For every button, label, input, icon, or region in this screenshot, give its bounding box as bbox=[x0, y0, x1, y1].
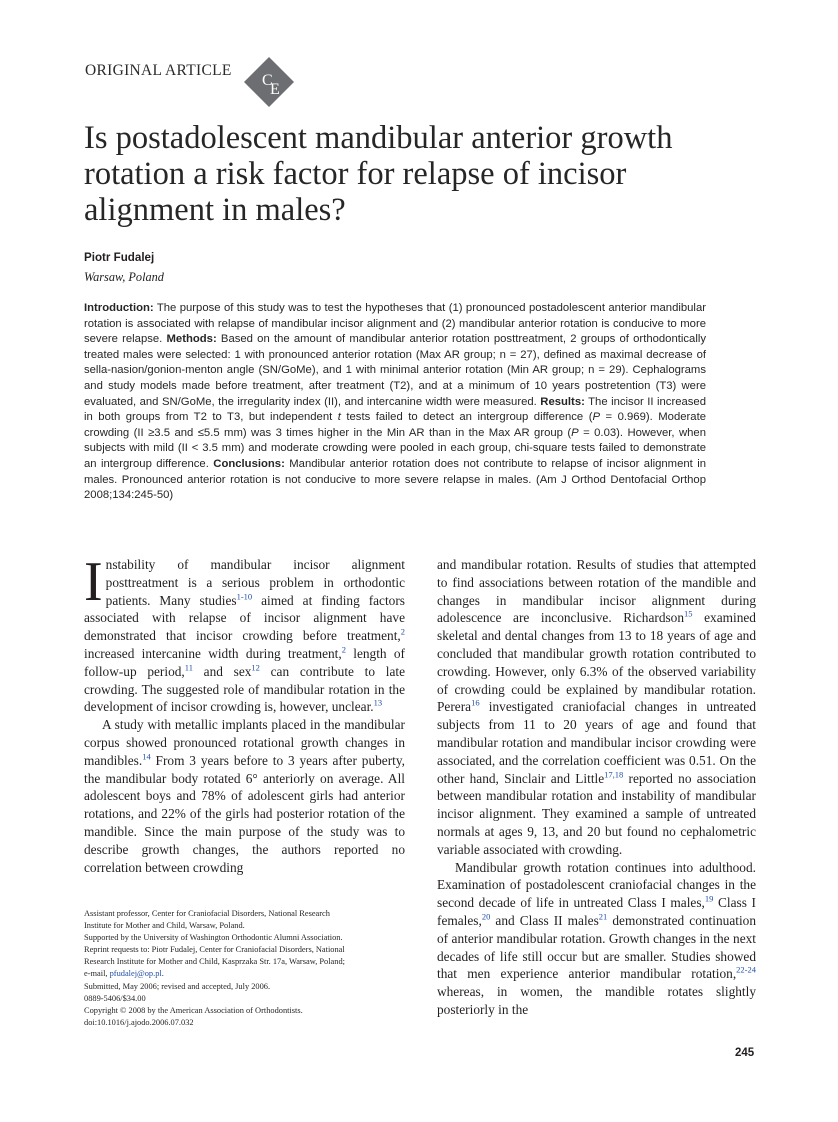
ce-logo-letter-c: C bbox=[262, 72, 273, 89]
ce-logo bbox=[243, 56, 295, 108]
paragraph: and mandibular rotation. Results of studies that attempted to find associations between rotation of the mandible and changes in mandibular incisor alignment during adolescence are inconclusive. Richardson$^{15}$ examined skeletal and dental changes from 13 to 18 years of age and concluded that mandibular growth rotation contributed to crowding. However, only 6.3% of the observed variability of crowding could be explained by mandibular rotation. Perera$^{16}$ investigated craniofacial changes in untreated subjects from 11 to 20 years of age and found that mandibular rotation and mandibular incisor crowding were associated, and the correlation coefficient was 0.51. On the other hand, Sinclair and Little$^{17,18}$ reported no association between mandibular rotation and instability of mandibular incisor alignment. They examined a sample of untreated normals at ages 9, 13, and 20 but found no cephalometric variable associated with crowding. bbox=[437, 557, 756, 857]
footnote bbox=[84, 908, 404, 1029]
citation-link[interactable]: 2 bbox=[400, 626, 405, 637]
footnote-line: e-mail, pfudalej@op.pl. bbox=[84, 969, 164, 979]
section-label: ORIGINAL ARTICLE bbox=[85, 62, 232, 79]
citation-link[interactable]: 15 bbox=[684, 608, 693, 619]
footnote-line: Supported by the University of Washington Orthodontic Alumni Association. bbox=[84, 933, 343, 943]
body-column-right bbox=[437, 556, 756, 1019]
citation-link[interactable]: 11 bbox=[184, 662, 193, 673]
abstract-heading-conclusions: Conclusions: bbox=[213, 457, 285, 470]
footnote-line: Institute for Mother and Child, Warsaw, Poland. bbox=[84, 921, 245, 931]
abstract-heading-methods: Methods: bbox=[166, 333, 217, 346]
page-number: 245 bbox=[735, 1047, 755, 1059]
body-column-left bbox=[84, 551, 405, 876]
abstract-heading-results: Results: bbox=[540, 395, 585, 408]
author-name: Piotr Fudalej bbox=[84, 251, 155, 264]
citation-link[interactable]: 17,18 bbox=[604, 769, 624, 780]
footnote-line: Research Institute for Mother and Child, Kasprzaka Str. 17a, Warsaw, Poland; bbox=[84, 957, 345, 967]
footnote-line: Assistant professor, Center for Craniofacial Disorders, National Research bbox=[84, 909, 330, 918]
citation-link[interactable]: 19 bbox=[704, 893, 714, 904]
footnote-line: Reprint requests to: Piotr Fudalej, Center for Craniofacial Disorders, National bbox=[84, 945, 345, 955]
article-title: Is postadolescent mandibular anterior growth rotation a risk factor for relapse of incisor alignment in males? bbox=[84, 120, 673, 228]
footnote-line: doi:10.1016/j.ajodo.2006.07.032 bbox=[84, 1017, 194, 1027]
ce-logo-letter-e: E bbox=[270, 81, 280, 98]
citation-link[interactable]: 20 bbox=[481, 911, 491, 922]
citation-link[interactable]: 1-10 bbox=[236, 591, 253, 602]
abstract: Introduction: The purpose of this study was to test the hypotheses that (1) pronounced postadolescent anterior mandibular rotation is associated with relapse of mandibular incisor alignment and (2) mandibular anterior rotation is conducive to more severe relapse. Methods: Based on the amount of mandibular anterior rotation posttreatment, 2 groups of orthodontically treated males were selected: 1 with pronounced anterior rotation (Max AR group; n = 27), defined as maximal decrease of sella-nasion/gonion-menton angle (SN/GoMe), and 1 with minimal anterior rotation (Min AR group; n = 29). Cephalograms and study models made before treatment, after treatment (T2), and at a minimum of 10 years postretention (T3) were evaluated, and SN/GoMe, the irregularity index (II), and intercanine width were measured. Results: The incisor II increased in both groups from T2 to T3, but independent t tests failed to detect an intergroup difference (P = 0.969). Moderate crowding (II ≥3.5 and ≤5.5 mm) was 3 times higher in the Min AR than in the Max AR group (P = 0.03). However, when subjects with mild (II < 3.5 mm) and moderate crowding were pooled in each group, chi-square tests failed to demonstrate an intergroup difference. Conclusions: Mandibular anterior rotation does not contribute to relapse of incisor alignment in males. Pronounced anterior rotation is not conducive to more severe relapse in males. (Am J Orthod Dentofacial Orthop 2008;134:245-50) bbox=[84, 302, 706, 502]
author-affiliation: Warsaw, Poland bbox=[84, 270, 164, 284]
citation-link[interactable]: 21 bbox=[598, 911, 608, 922]
citation-link[interactable]: 22-24 bbox=[736, 964, 756, 975]
citation-link[interactable]: 16 bbox=[471, 697, 480, 708]
drop-cap: I bbox=[84, 551, 103, 613]
abstract-heading-introduction: Introduction: bbox=[84, 302, 154, 314]
citation-link[interactable]: 12 bbox=[251, 662, 260, 673]
citation-link[interactable]: 14 bbox=[142, 751, 151, 762]
footnote-line: Copyright © 2008 by the American Association of Orthodontists. bbox=[84, 1005, 303, 1015]
footnote-line: 0889-5406/$34.00 bbox=[84, 993, 146, 1003]
footnote-line: Submitted, May 2006; revised and accepted, July 2006. bbox=[84, 981, 271, 991]
paragraph: Instability of mandibular incisor alignment posttreatment is a serious problem in orthodontic patients. Many studies$^{1-10}$ aimed at finding factors associated with relapse of incisor alignment have demonstrated that incisor crowding before treatment,$^2$ increased intercanine width during treatment,$^2$ length of follow-up period,$^{11}$ and sex$^{12}$ can contribute to late crowding. The suggested role of mandibular rotation in the development of incisor crowding is, however, unclear.$^{13}$ bbox=[84, 551, 405, 715]
citation-link[interactable]: 13 bbox=[373, 697, 383, 708]
paragraph: A study with metallic implants placed in the mandibular corpus showed pronounced rotational growth changes in mandibles.$^{14}$ From 3 years before to 3 years after puberty, the mandibular body rotated 6° anteriorly on average. All adolescent boys and 78% of adolescent girls had anterior rotations, and 22% of the girls had posterior rotation of the mandible. Since the main purpose of the study was to describe growth changes, the authors reported no correlation between crowding bbox=[84, 717, 405, 875]
paragraph: Mandibular growth rotation continues into adulthood. Examination of postadolescent craniofacial changes in the second decade of life in untreated Class I males,$^{19}$ Class I females,$^{20}$ and Class II males$^{21}$ demonstrated continuation of anterior mandibular rotation. Growth changes in the next decades of life still occur but are smaller. Studies showed that men experience anterior mandibular rotation,$^{22-24}$ whereas, in women, the mandible rotates slightly posteriorly in the bbox=[437, 859, 756, 1017]
email-link[interactable]: pfudalej@op.pl bbox=[109, 969, 162, 979]
citation-link[interactable]: 2 bbox=[341, 644, 346, 655]
